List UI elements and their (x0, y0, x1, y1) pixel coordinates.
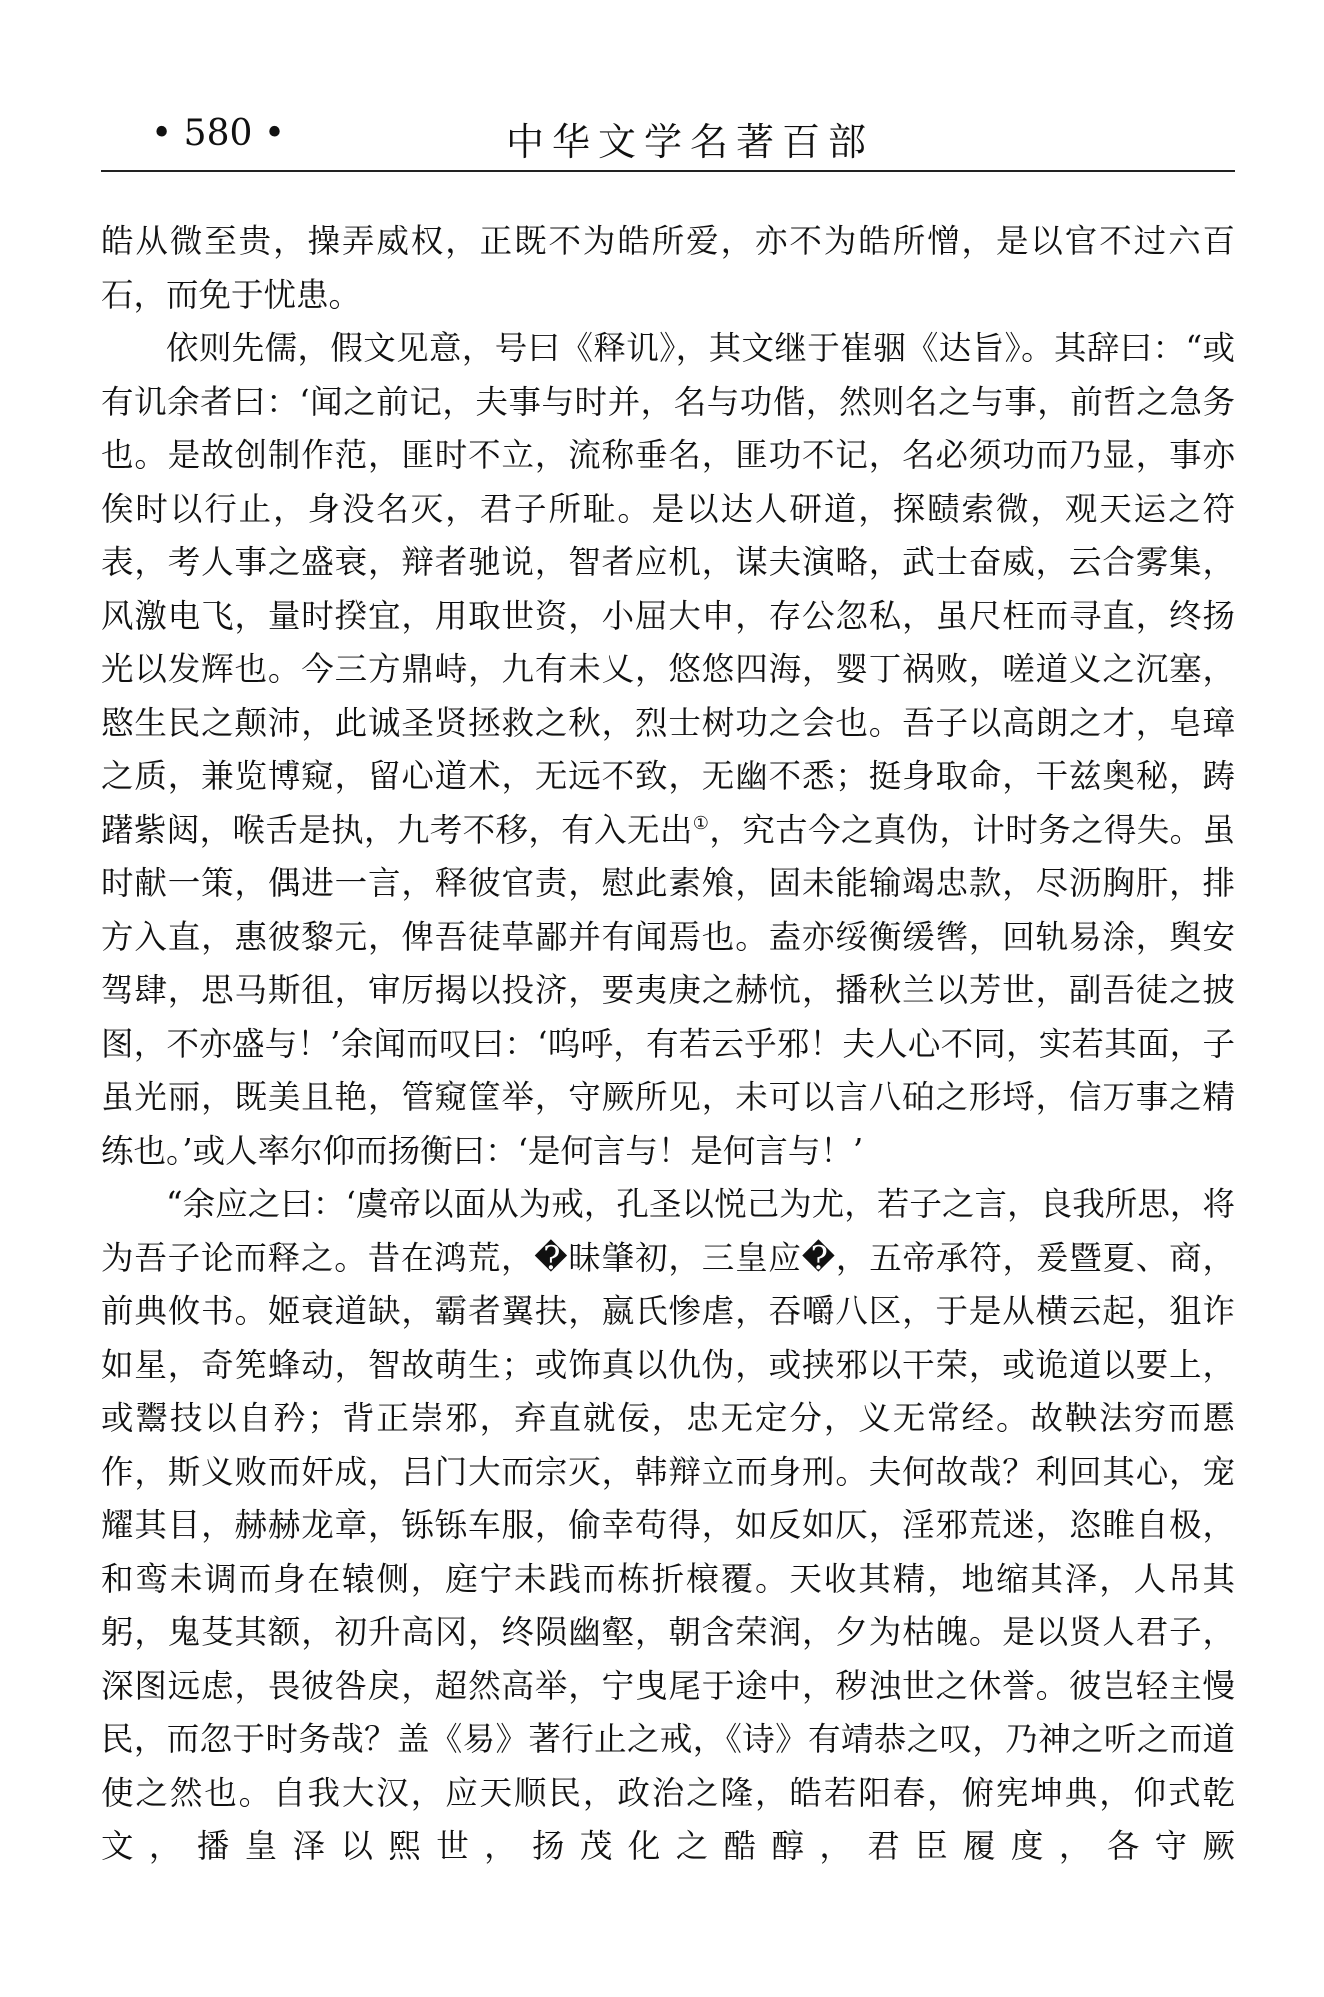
paragraph-2-part-a: 依则先儒，假文见意，号曰《释讥》，其文继于崔骃《达旨》。其辞曰：“或有讥余者曰：‘闻之前记，夫事与时并，名与功偕，然则名之与事，前哲之急务也。是故创制作范，匪时不立，流称垂名，匪功不记，名必须功而乃显，事亦俟时以行止，身没名灭，君子所耻。是以达人研道，探赜索微，观天运之符表，考人事之盛衰，辩者驰说，智者应机，谋夫演略，武士奋威，云合雾集，风激电飞，量时揆宜，用取世资，小屈大申，存公忽私，虽尺枉而寻直，终扬光以发辉也。今三方鼎峙，九有未乂，悠悠四海，婴丁祸败，嗟道义之沉塞，愍生民之颠沛，此诚圣贤拯救之秋，烈士树功之会也。吾子以高朗之才，皂璋之质，兼览博窥，留心道术，无远不致，无幽不悉；挺身取命，干兹奥秘，踌躇紫闼，喉舌是执，九考不移，有入无出 (101, 329, 1235, 849)
page-number: • 580 • (151, 113, 286, 154)
running-header (101, 105, 1235, 169)
book-title: 中华文学名著百部 (506, 120, 875, 164)
body-text (101, 215, 1235, 1874)
paragraph-3: “余应之曰：‘虞帝以面从为戒，孔圣以悦己为尤，若子之言，良我所思，将为吾子论而释之。昔在鸿荒，�昧肇初，三皇应�，五帝承符，爰暨夏、商，前典攸书。姬衰道缺，霸者翼扶，嬴氏惨虐，吞嚼八区，于是从横云起，狙诈如星，奇筅蜂动，智故萌生；或饰真以仇伪，或挟邪以干荣，或诡道以要上，或鬻技以自矜；背正崇邪，弃直就佞，忠无定分，义无常经。故鞅法穷而慝作，斯义败而奸成，吕门大而宗灭，韩辩立而身刑。夫何故哉？利回其心，宠耀其目，赫赫龙章，铄铄车服，偷幸苟得，如反如仄，淫邪荒迷，恣睢自极，和鸾未调而身在辕侧，庭宁未践而栋折榱覆。天收其精，地缩其泽，人吊其躬，鬼芟其额，初升高冈，终陨幽壑，朝含荣润，夕为枯魄。是以贤人君子，深图远虑，畏彼咎戾，超然高举，宁曳尾于途中，秽浊世之休誉。彼岂轻主慢民，而忽于时务哉？盖《易》著行止之戒，《诗》有靖恭之叹，乃神之听之而道使之然也。自我大汉，应天顺民，政治之隆，皓若阳春，俯宪坤典，仰式乾文，播皇泽以熙世，扬茂化之酷醇，君臣履度，各守厥 (101, 1185, 1235, 1865)
paragraph-2-part-b: ，究古今之真伪，计时务之得失。虽时献一策，偶进一言，释彼官责，慰此素飧，固未能输竭忠款，尽沥胸肝，排方入直，惠彼黎元，俾吾徒草鄙并有闻焉也。盍亦绥衡缓辔，回轨易涂，舆安驾肆，思马斯徂，审厉揭以投济，要夷庚之赫忼，播秋兰以芳世，副吾徒之披图，不亦盛与！’余闻而叹曰：‘呜呼，有若云乎邪！夫人心不同，实若其面，子虽光丽，既美且艳，管窥筐举，守厥所见，未可以言八砶之形埒，信万事之精练也。’或人率尔仰而扬衡曰：‘是何言与！是何言与！’ (101, 810, 1235, 1170)
footnote-ref[interactable]: ① (692, 812, 710, 834)
paragraph-1: 皓从微至贵，操弄威权，正既不为皓所爱，亦不为皓所憎，是以官不过六百石，而免于忧患。 (101, 222, 1235, 314)
header-rule (101, 170, 1235, 172)
paragraph-2 (101, 322, 1235, 1178)
